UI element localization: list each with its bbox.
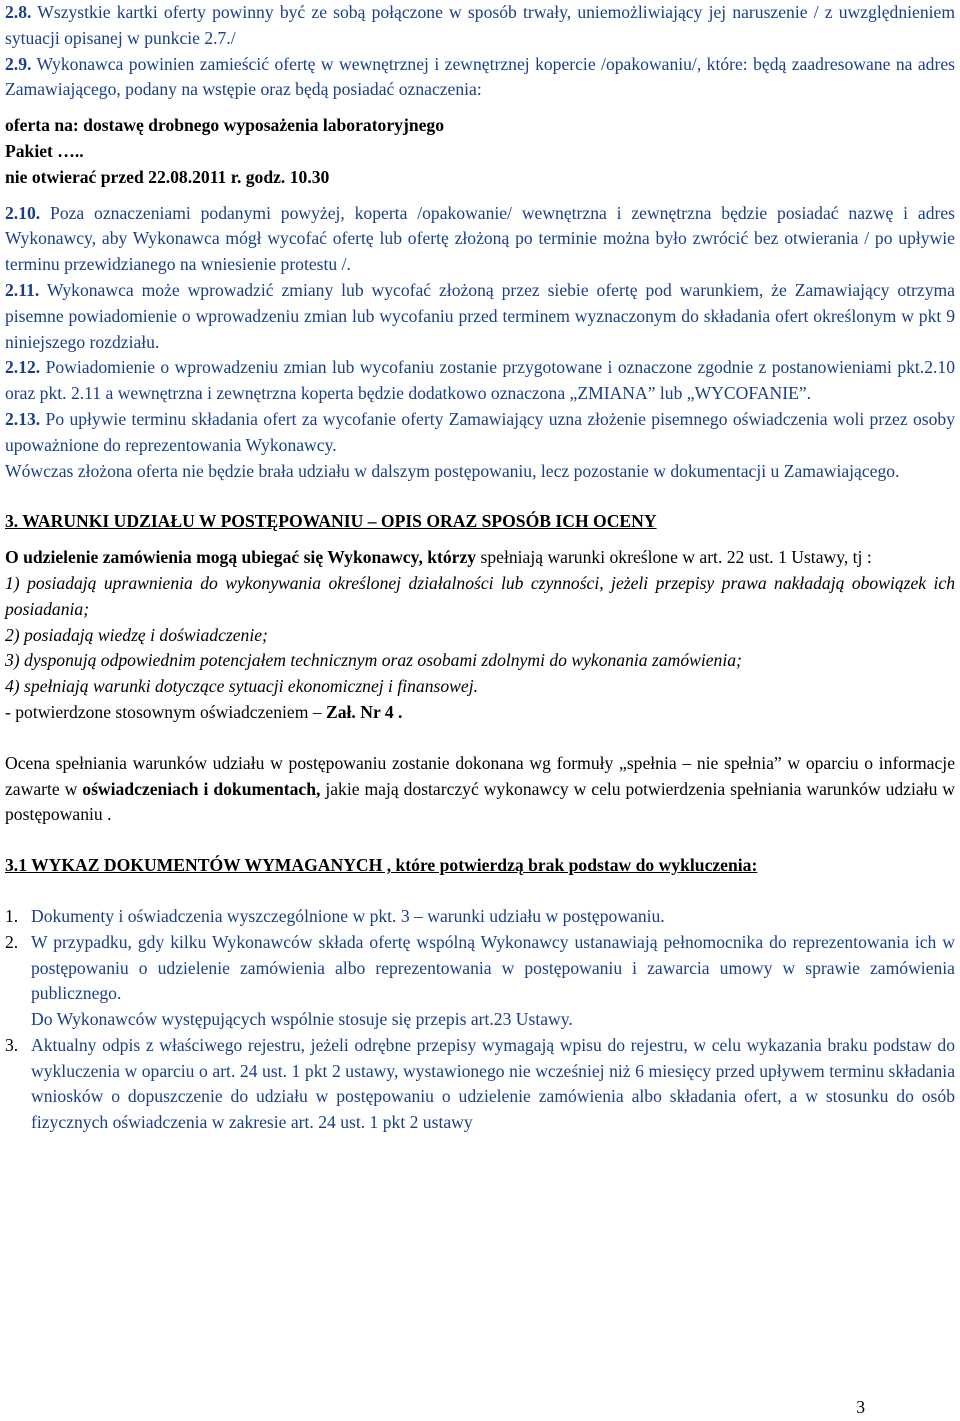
list-item (5, 904, 955, 930)
list-item (5, 930, 955, 1007)
list-item (5, 1033, 955, 1136)
marking-line-2: Pakiet ….. (5, 140, 84, 161)
heading-section-3-1: 3.1 WYKAZ DOKUMENTÓW WYMAGANYCH , które potwierdzą brak podstaw do wykluczenia: (5, 855, 758, 876)
section-number: 2.10. (5, 202, 41, 223)
marking-line-3: nie otwierać przed 22.08.2011 r. godz. 10.30 (5, 166, 330, 187)
document-page (5, 0, 955, 1136)
confirmation-line (5, 700, 955, 726)
list-item-number (5, 1007, 31, 1033)
section-text: Poza oznaczeniami podanymi powyżej, koperta /opakowanie/ wewnętrzna i zewnętrzna będzie posiadać nazwę i adres Wykonawcy, aby Wykonawca mógł wycofać ofertę lub ofertę złożoną po terminie można było zwrócić bez otwierania / po upływie terminu przewidzianego na wniesienie protestu /. (5, 202, 956, 275)
section-2-13 (5, 407, 955, 459)
section-number: 2.9. (5, 53, 32, 74)
condition-item: 3) dysponują odpowiednim potencjałem technicznym oraz osobami zdolnymi do wykonania zamówienia; (5, 650, 742, 671)
section-text: Wykonawca może wprowadzić zmiany lub wycofać złożoną przez siebie ofertę pod warunkiem, że Zamawiający otrzyma pisemne powiadomienie o wprowadzeniu zmian lub wycofaniu przed terminem wyznaczonym do składania ofert określonym w pkt 9 niniejszego rozdziału. (5, 279, 955, 352)
list-item-number: 1. (5, 905, 19, 926)
section-text: Powiadomienie o wprowadzeniu zmian lub wycofaniu zostanie przygotowane i oznaczone zgodnie z postanowieniami pkt.2.10 oraz pkt. 2.11 a wewnętrzna i zewnętrzna koperta będzie dodatkowo oznaczona „ZMIANA” lub „WYCOFANIE”. (5, 357, 955, 404)
section-2-12 (5, 355, 955, 407)
section-2-8 (5, 0, 955, 52)
evaluation-text-b: jakie mają dostarczyć wykonawcy w celu potwierdzenia spełniania warunków udziału w postępowaniu . (5, 778, 956, 825)
section-number: 2.12. (5, 357, 41, 378)
list-item (5, 1007, 955, 1033)
list-item-number: 3. (5, 1034, 19, 1055)
section-2-9 (5, 52, 955, 104)
condition-item: 4) spełniają warunki dotyczące sytuacji ekonomicznej i finansowej. (5, 676, 478, 697)
section-2-10 (5, 201, 955, 278)
list-item-number: 2. (5, 931, 19, 952)
documents-list (5, 904, 955, 1136)
section-2-13-continued: Wówczas złożona oferta nie będzie brała udziału w dalszym postępowaniu, lecz pozostanie w dokumentacji u Zamawiającego. (5, 460, 900, 481)
conditions-intro-bold: O udzielenie zamówienia mogą ubiegać się Wykonawcy, którzy (5, 547, 477, 568)
section-number: 2.8. (5, 2, 32, 22)
evaluation-text-a: Ocena spełniania warunków udziału w postępowaniu zostanie dokonana wg formuły „spełnia – nie spełnia” w oparciu o informacje zawarte w (5, 752, 955, 799)
list-item-text: W przypadku, gdy kilku Wykonawców składa ofertę wspólną Wykonawcy ustanawiają pełnomocnika do reprezentowania ich w postępowaniu o udzielenie zamówienia albo reprezentowania w postępowaniu i zawarcia umowy w sprawie zamówienia publicznego. (31, 931, 955, 1004)
evaluation-bold: oświadczeniach i dokumentach, (82, 778, 321, 799)
list-item-text: Aktualny odpis z właściwego rejestru, jeżeli odrębne przepisy wymagają wpisu do rejestru, w celu wykazania braku podstaw do wykluczenia w oparciu o art. 24 ust. 1 pkt 2 ustawy, wystawionego nie wcześniej niż 6 miesięcy przed upływem terminu składania wniosków o dopuszczenie do udziału w postępowaniu o udzielenie zamówienia albo składania ofert, a w stosunku do osób fizycznych oświadczenia w zakresie art. 24 ust. 1 pkt 2 ustawy (31, 1034, 955, 1133)
list-item-text: Do Wykonawców występujących wspólnie stosuje się przepis art.23 Ustawy. (31, 1009, 573, 1030)
page-number: 3 (856, 1397, 865, 1417)
condition-item: 2) posiadają wiedzę i doświadczenie; (5, 624, 268, 645)
section-text: Wykonawca powinien zamieścić ofertę w wewnętrznej i zewnętrznej kopercie /opakowaniu/, które: będą zaadresowane na adres Zamawiającego, podany na wstępie oraz będą posiadać oznaczenia: (5, 53, 955, 100)
heading-section-3: 3. WARUNKI UDZIAŁU W POSTĘPOWANIU – OPIS ORAZ SPOSÓB ICH OCENY (5, 511, 657, 532)
section-text: Po upływie terminu składania ofert za wycofanie oferty Zamawiający uzna złożenie pisemnego oświadczenia woli przez osoby upoważnione do reprezentowania Wykonawcy. (5, 408, 956, 455)
section-number: 2.13. (5, 408, 41, 429)
section-2-11 (5, 278, 955, 355)
confirmation-text: - potwierdzone stosownym oświadczeniem – (5, 701, 327, 722)
section-text: Wszystkie kartki oferty powinny być ze sobą połączone w sposób trwały, uniemożliwiający jej naruszenie / z uwzględnieniem sytuacji opisanej w punkcie 2.7./ (5, 2, 955, 48)
list-item-text: Dokumenty i oświadczenia wyszczególnione w pkt. 3 – warunki udziału w postępowaniu. (31, 905, 665, 926)
condition-item: 1) posiadają uprawnienia do wykonywania określonej działalności lub czynności, jeżeli przepisy prawa nakładają obowiązek ich posiadania; (5, 572, 955, 619)
section-number: 2.11. (5, 279, 40, 300)
attachment-ref: Zał. Nr 4 . (326, 701, 403, 722)
conditions-intro (5, 545, 955, 571)
evaluation-paragraph (5, 751, 955, 828)
marking-line-1: oferta na: dostawę drobnego wyposażenia laboratoryjnego (5, 115, 445, 136)
conditions-intro-rest: spełniają warunki określone w art. 22 ust. 1 Ustawy, tj : (476, 547, 872, 568)
